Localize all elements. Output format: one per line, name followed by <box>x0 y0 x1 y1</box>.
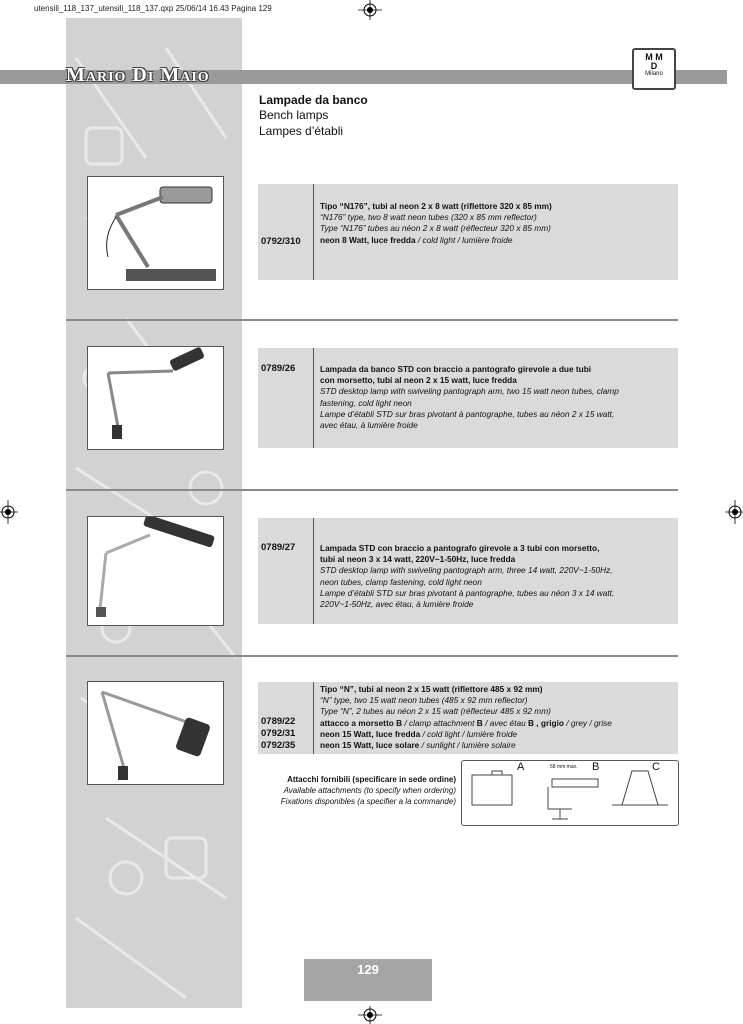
description-line: Lampe d’établi STD sur bras pivotant à pantographe, tubes au néon 2 x 15 watt, <box>320 408 615 419</box>
description-line: neon 15 Watt, luce fredda / cold light / lumière froide <box>320 728 518 739</box>
description-line: neon tubes, clamp fastening, cold light neon <box>320 576 482 587</box>
file-info-header: utensili_118_137_utensili_118_137.qxp 25/06/14 16.43 Pagina 129 <box>34 4 272 13</box>
description-line: attacco a morsetto B / clamp attachment B / avec étau B , grigio / grey / grise <box>320 717 612 728</box>
product-code-column <box>258 682 314 754</box>
attachments-note <box>258 774 456 807</box>
product-description <box>320 201 672 246</box>
registration-mark-icon <box>725 500 743 524</box>
desk-lamp-n176-image <box>88 177 223 289</box>
product-code: 0792/35 <box>261 740 296 751</box>
dimension-note: 58 mm max. <box>550 764 578 770</box>
desk-lamp-n-type-image <box>88 682 223 784</box>
section-divider <box>66 319 678 321</box>
attachment-label-c: C <box>652 761 660 773</box>
product-code: 0792/310 <box>261 236 301 247</box>
attachments-note-it: Attacchi fornibili (specificare in sede ordine) <box>287 775 456 784</box>
product-panel <box>258 682 678 754</box>
product-photo <box>87 346 224 450</box>
description-line: avec étau, à lumière froide <box>320 420 418 431</box>
description-line: STD desktop lamp with swiveling pantograph arm, three 14 watt, 220V~1-50Hz, <box>320 565 613 576</box>
decorative-tool-pattern <box>66 18 242 1008</box>
product-description <box>320 684 672 751</box>
page-title-block <box>259 93 368 139</box>
description-line: Lampada STD con braccio a pantografo girevole a 3 tubi con morsetto, <box>320 543 600 553</box>
page-title-en: Bench lamps <box>259 108 329 122</box>
description-line: “N176” type, two 8 watt neon tubes (320 x 85 mm reflector) <box>320 212 537 223</box>
attachments-note-fr: Fixations disponibles (a specifier a la commande) <box>280 797 456 806</box>
page-title-fr: Lampes d’établi <box>259 124 344 138</box>
page-number: 129 <box>304 959 432 1001</box>
description-line: 220V~1-50Hz, avec étau, à lumière froide <box>320 599 474 610</box>
description-line: Type “N”, 2 tubes au néon 2 x 15 watt (réflecteur 485 x 92 mm) <box>320 706 551 717</box>
product-code: 0789/26 <box>261 363 296 374</box>
description-line: STD desktop lamp with swiveling pantograph arm, two 15 watt neon tubes, clamp <box>320 386 619 397</box>
attachment-drawings <box>462 761 678 825</box>
company-logo <box>632 48 676 90</box>
product-code: 0789/27 <box>261 542 296 553</box>
description-line: fastening, cold light neon <box>320 397 412 408</box>
logo-letters-top: M M <box>645 52 663 62</box>
product-code-column <box>258 184 314 280</box>
description-line: tubi al neon 3 x 14 watt, 220V~1-50Hz, luce fredda <box>320 554 516 565</box>
desk-lamp-std-three-tube-image <box>88 517 223 625</box>
logo-city: Milano <box>645 71 663 77</box>
attachments-diagram <box>461 760 679 826</box>
brand-name: Mario Di Maio <box>66 64 210 86</box>
description-line: neon 8 Watt, luce fredda / cold light / lumière froide <box>320 234 513 245</box>
attachment-label-a: A <box>517 761 525 773</box>
attachment-label-b: B <box>592 761 600 773</box>
description-line: neon 15 Watt, luce solare / sunlight / lumière solaire <box>320 740 516 751</box>
product-panel <box>258 184 678 280</box>
registration-mark-icon <box>358 0 382 20</box>
attachments-note-en: Available attachments (to specify when ordering) <box>283 786 456 795</box>
product-description <box>320 543 672 610</box>
description-line: Lampada da banco STD con braccio a pantografo girevole a due tubi <box>320 364 592 374</box>
logo-letter-mid: D <box>650 61 658 71</box>
registration-mark-icon <box>0 500 18 524</box>
registration-mark-icon <box>358 1006 382 1024</box>
product-code: 0789/22 <box>261 716 296 727</box>
description-line: Lampe d’établi STD sur bras pivotant à pantographe, tubes au néon 3 x 14 watt, <box>320 587 615 598</box>
product-code-column <box>258 518 314 624</box>
product-panel <box>258 518 678 624</box>
description-line: con morsetto, tubi al neon 2 x 15 watt, luce fredda <box>320 375 517 386</box>
product-panel <box>258 348 678 448</box>
description-line: Tipo “N”, tubi al neon 2 x 15 watt (riflettore 485 x 92 mm) <box>320 684 543 694</box>
product-photo <box>87 516 224 626</box>
desk-lamp-std-two-tube-image <box>88 347 223 449</box>
section-divider <box>66 655 678 657</box>
description-line: Tipo “N176”, tubi al neon 2 x 8 watt (riflettore 320 x 85 mm) <box>320 201 552 211</box>
product-code: 0792/31 <box>261 728 296 739</box>
page-title: Lampade da banco <box>259 93 368 107</box>
product-code-column <box>258 348 314 448</box>
description-line: “N” type, two 15 watt neon tubes (485 x 92 mm reflector) <box>320 695 528 706</box>
description-line: Type “N176” tubes au néon 2 x 8 watt (réflecteur 320 x 85 mm) <box>320 223 551 234</box>
section-divider <box>66 489 678 491</box>
product-description <box>320 364 672 431</box>
product-photo <box>87 176 224 290</box>
product-photo <box>87 681 224 785</box>
